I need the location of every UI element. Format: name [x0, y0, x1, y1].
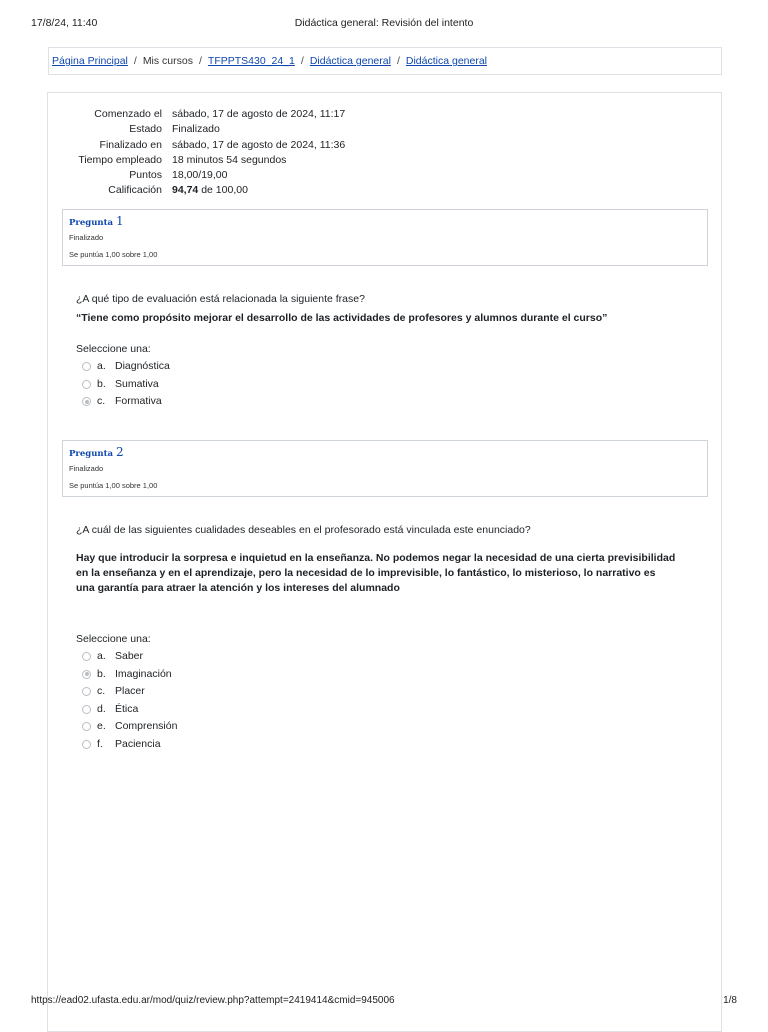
print-url: https://ead02.ufasta.edu.ar/mod/quiz/review.php?attempt=2419414&cmid=945006	[31, 995, 395, 1006]
radio-button[interactable]	[82, 705, 91, 714]
summary-label: Calificación	[108, 184, 162, 197]
question-number: Pregunta 2	[69, 445, 124, 459]
answer-letter: f.	[97, 737, 103, 750]
question-info-2	[62, 440, 708, 497]
answer-letter: d.	[97, 702, 106, 715]
question-grade: Se puntúa 1,00 sobre 1,00	[69, 481, 158, 490]
answer-letter: b.	[97, 377, 106, 390]
radio-button[interactable]	[82, 722, 91, 731]
summary-label: Estado	[129, 123, 162, 136]
answer-text: Imaginación	[115, 667, 172, 680]
breadcrumb-course-code-link[interactable]: TFPPTS430_24_1	[207, 55, 295, 67]
select-one-label: Seleccione una:	[76, 343, 151, 355]
question-quote: Hay que introducir la sorpresa e inquietud en la enseñanza. No podemos negar la necesidad de una cierta previsibilidad en la enseñanza y en el aprendizaje, pero la necesidad de lo imprevisible, lo fantástico, lo misterioso, lo narrativo es una garantía para atraer la atención y los intereses del alumnado	[76, 552, 676, 594]
summary-label: Puntos	[129, 169, 162, 182]
question-state: Finalizado	[69, 464, 104, 473]
breadcrumb-my-courses: Mis cursos	[142, 55, 193, 67]
question-info-1	[62, 209, 708, 266]
question-prompt-text: ¿A qué tipo de evaluación está relacionada la siguiente frase?	[76, 293, 365, 305]
summary-value: 18,00/19,00	[172, 169, 228, 182]
radio-button[interactable]	[82, 380, 91, 389]
select-one-label: Seleccione una:	[76, 633, 151, 645]
radio-button[interactable]	[82, 652, 91, 661]
answer-letter: a.	[97, 650, 106, 662]
quiz-review-region	[47, 92, 722, 1032]
summary-label: Tiempo empleado	[78, 153, 162, 166]
answer-letter: b.	[97, 667, 106, 680]
question-state: Finalizado	[69, 233, 104, 242]
summary-value: Finalizado	[172, 123, 220, 136]
answer-text: Placer	[115, 685, 145, 698]
print-header	[0, 17, 768, 31]
breadcrumb-course-link[interactable]: Didáctica general	[309, 55, 391, 67]
question-text-2	[76, 524, 676, 596]
summary-value: 18 minutos 54 segundos	[172, 153, 287, 166]
print-datetime: 17/8/24, 11:40	[31, 17, 98, 29]
answer-text: Ética	[115, 702, 139, 715]
breadcrumb: Página Principal / Mis cursos / TFPPTS430_24_1 / Didáctica general / Didáctica general	[48, 47, 722, 75]
grade-max: de 100,00	[198, 184, 248, 197]
question-quote: “Tiene como propósito mejorar el desarrollo de las actividades de profesores y alumnos durante el curso”	[76, 312, 608, 324]
summary-value	[172, 184, 248, 196]
answer-text: Saber	[115, 650, 144, 662]
answer-letter: c.	[97, 685, 106, 698]
answer-text: Formativa	[115, 395, 162, 408]
breadcrumb-quiz-link[interactable]: Didáctica general	[405, 55, 488, 67]
summary-label: Finalizado en	[99, 138, 162, 151]
print-title: Didáctica general: Revisión del intento	[294, 17, 474, 29]
answer-letter: a.	[97, 360, 106, 372]
answer-text: Diagnóstica	[115, 360, 170, 372]
summary-value: sábado, 17 de agosto de 2024, 11:17	[172, 108, 346, 120]
radio-button[interactable]	[82, 687, 91, 696]
answer-letter: c.	[97, 395, 106, 408]
grade-value: 94,74	[172, 184, 199, 197]
question-prompt-text: ¿A cuál de las siguientes cualidades deseables en el profesorado está vinculada este enunciado?	[76, 524, 531, 536]
answer-text: Comprensión	[115, 720, 178, 733]
question-number: Pregunta 1	[69, 214, 124, 228]
radio-button-selected[interactable]	[82, 670, 91, 679]
summary-label: Comenzado el	[94, 108, 162, 120]
question-grade: Se puntúa 1,00 sobre 1,00	[69, 250, 158, 259]
breadcrumb-home-link[interactable]: Página Principal	[52, 55, 128, 67]
question-text-1	[76, 293, 676, 326]
print-page-number: 1/8	[723, 995, 737, 1006]
answer-letter: e.	[97, 720, 106, 733]
answer-text: Paciencia	[115, 737, 161, 750]
radio-button[interactable]	[82, 362, 91, 371]
summary-value: sábado, 17 de agosto de 2024, 11:36	[172, 138, 346, 151]
radio-button[interactable]	[82, 740, 91, 749]
radio-button-selected[interactable]	[82, 397, 91, 406]
answer-text: Sumativa	[115, 377, 159, 390]
